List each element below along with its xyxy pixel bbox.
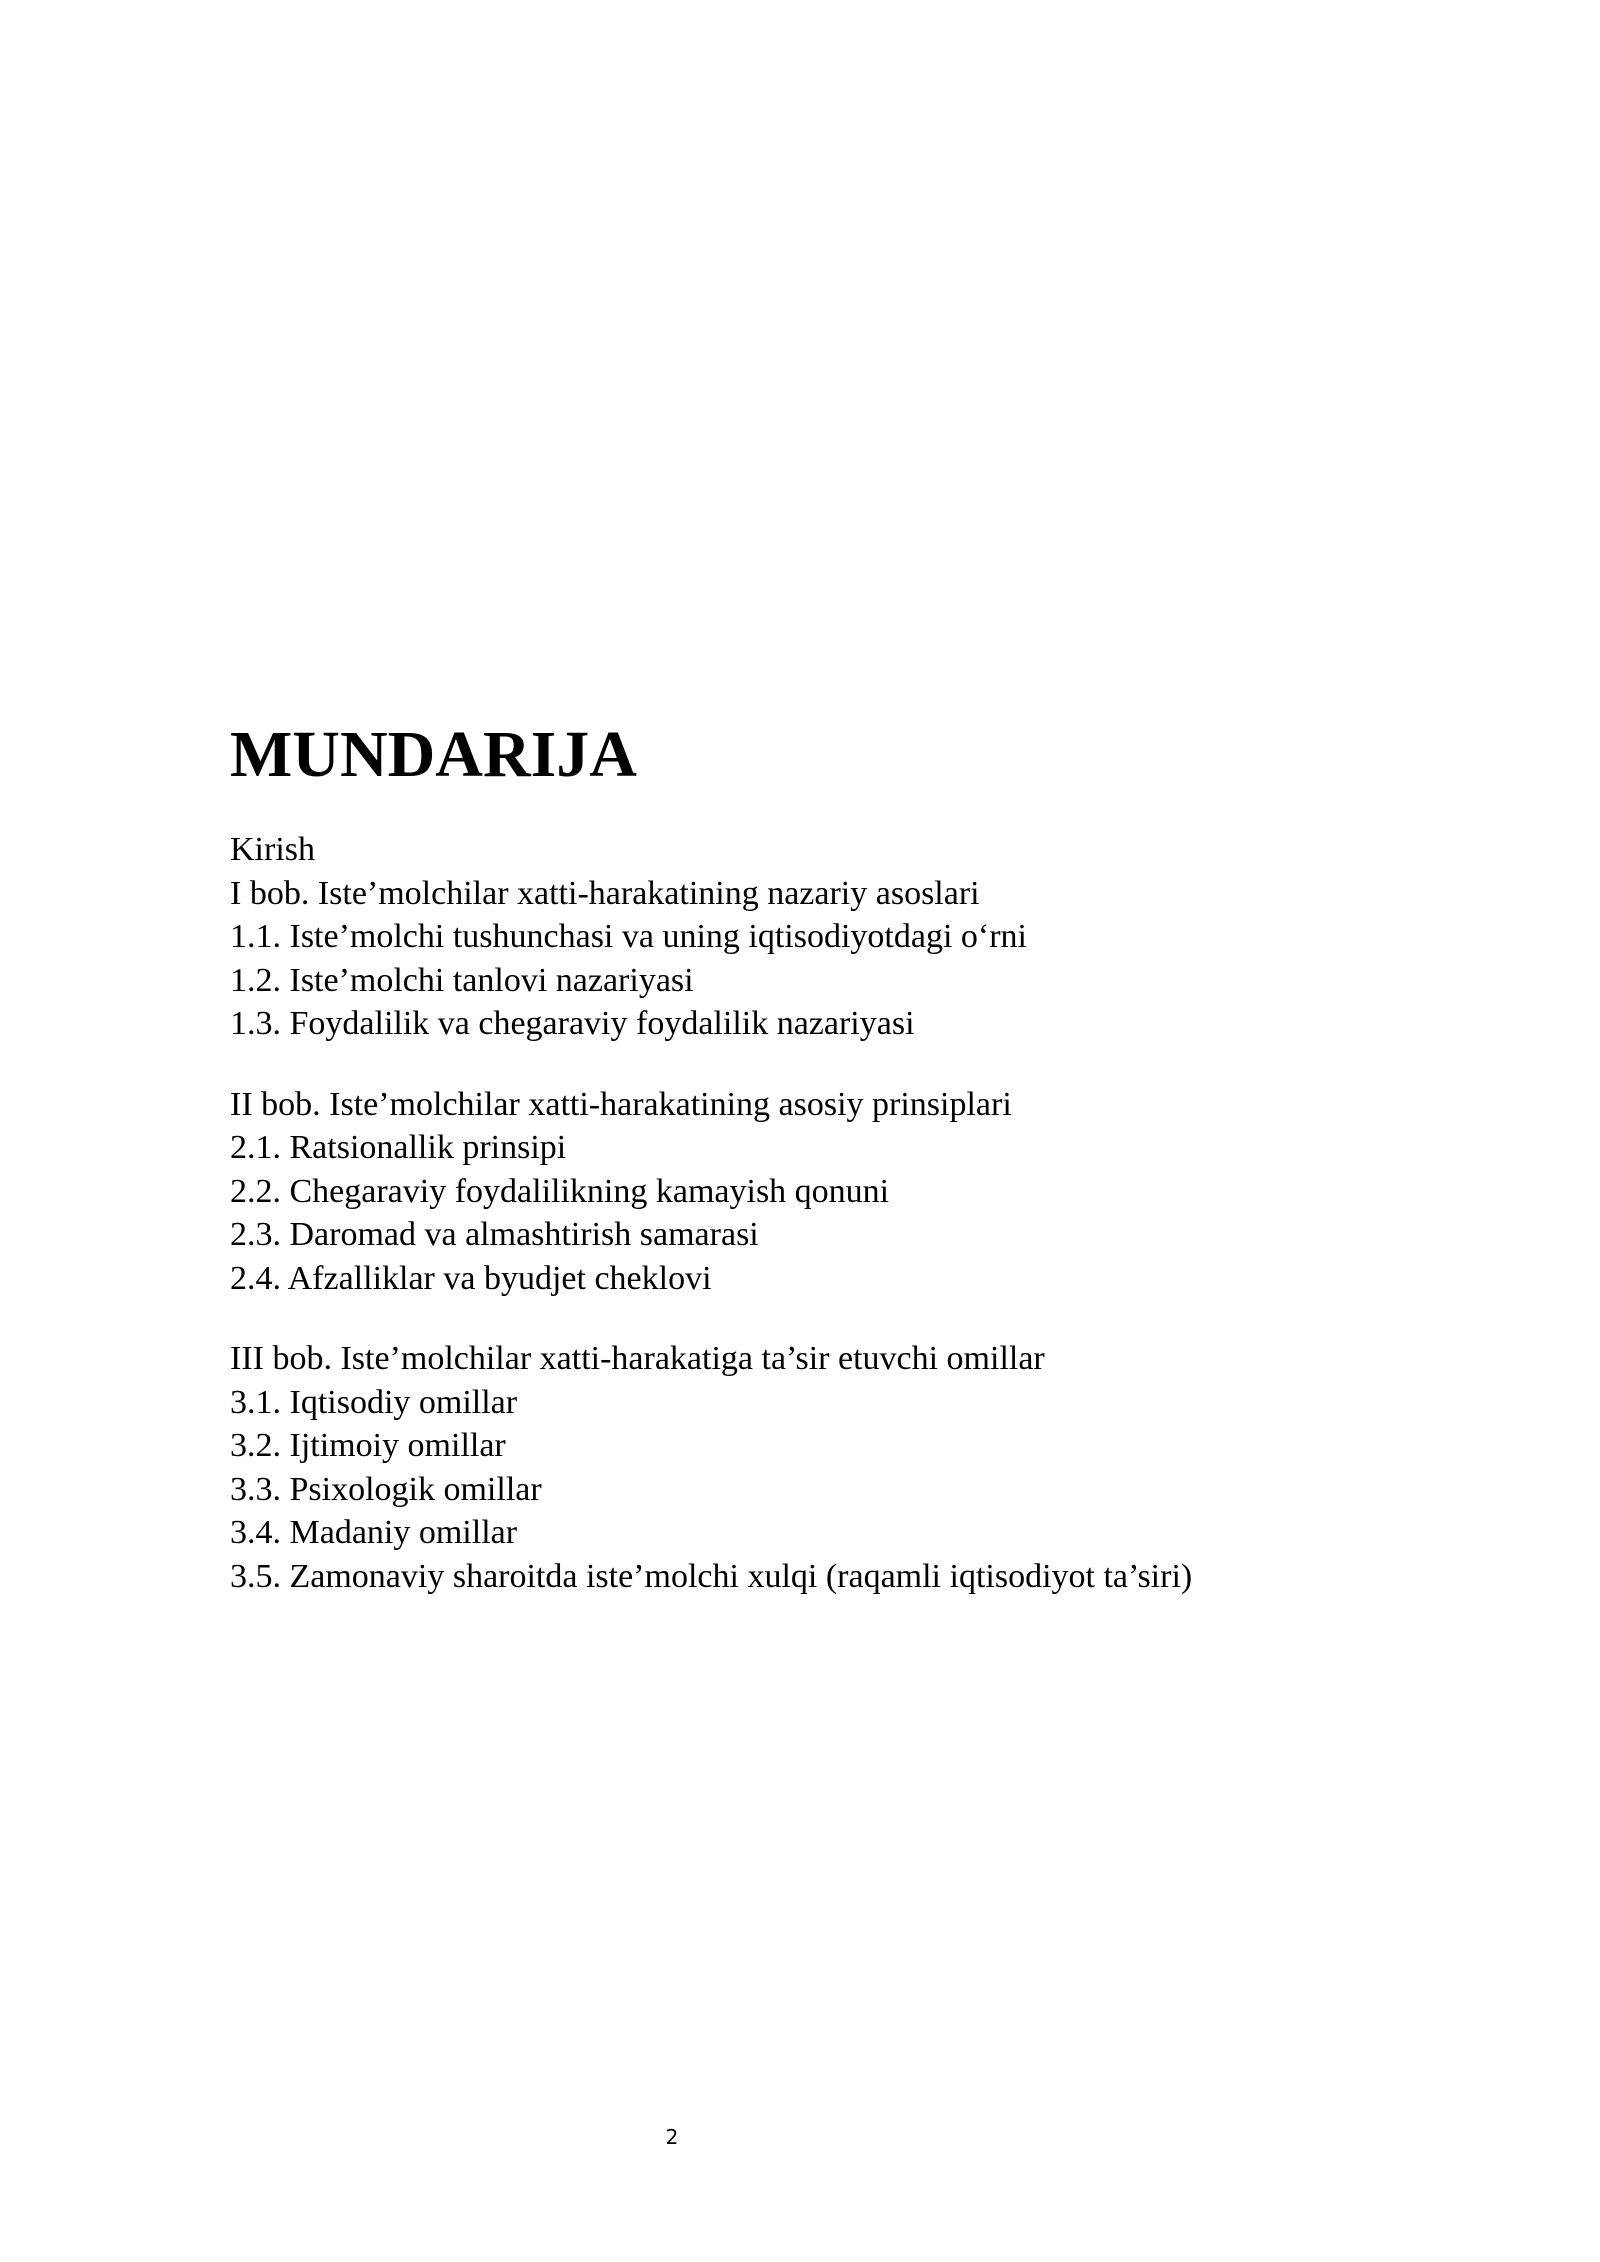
page-number: 2 bbox=[665, 2125, 679, 2149]
toc-entry-chapter-3: III bob. Iste’molchilar xatti-harakatiga ta’sir etuvchi omillar bbox=[230, 1340, 1045, 1377]
toc-entry-section-3-3: 3.3. Psixologik omillar bbox=[230, 1470, 542, 1508]
toc-entry-section-1-3: 1.3. Foydalilik va chegaraviy foydalilik nazariyasi bbox=[230, 1005, 915, 1042]
table-of-contents bbox=[230, 828, 1430, 1635]
toc-entry-section-3-2: 3.2. Ijtimoiy omillar bbox=[230, 1427, 506, 1464]
toc-entry-chapter-1: I bob. Iste’molchilar xatti-harakatining nazariy asoslari bbox=[230, 874, 980, 912]
toc-entry-section-2-4: 2.4. Afzalliklar va byudjet cheklovi bbox=[230, 1259, 712, 1297]
toc-entry-section-3-1: 3.1. Iqtisodiy omillar bbox=[230, 1383, 518, 1421]
toc-entry-section-3-4: 3.4. Madaniy omillar bbox=[230, 1514, 518, 1551]
toc-entry-section-1-2: 1.2. Iste’molchi tanlovi nazariyasi bbox=[230, 961, 694, 999]
toc-entry-section-2-2: 2.2. Chegaraviy foydalilikning kamayish qonuni bbox=[230, 1172, 890, 1210]
toc-entry-section-2-1: 2.1. Ratsionallik prinsipi bbox=[230, 1129, 567, 1166]
toc-entry-introduction: Kirish bbox=[230, 831, 315, 868]
toc-entry-section-2-3: 2.3. Daromad va almashtirish samarasi bbox=[230, 1216, 759, 1253]
toc-entry-section-3-5: 3.5. Zamonaviy sharoitda iste’molchi xulqi (raqamli iqtisodiyot ta’siri) bbox=[230, 1557, 1193, 1595]
toc-group-chapter-3 bbox=[230, 1337, 1430, 1598]
toc-group-chapter-2 bbox=[230, 1083, 1430, 1301]
toc-entry-section-1-1: 1.1. Iste’molchi tushunchasi va uning iqtisodiyotdagi o‘rni bbox=[230, 918, 1028, 955]
page-title: MUNDARIJA bbox=[230, 718, 637, 791]
toc-entry-chapter-2: II bob. Iste’molchilar xatti-harakatining asosiy prinsiplari bbox=[230, 1085, 1012, 1123]
toc-group-intro-chapter-1 bbox=[230, 828, 1430, 1046]
